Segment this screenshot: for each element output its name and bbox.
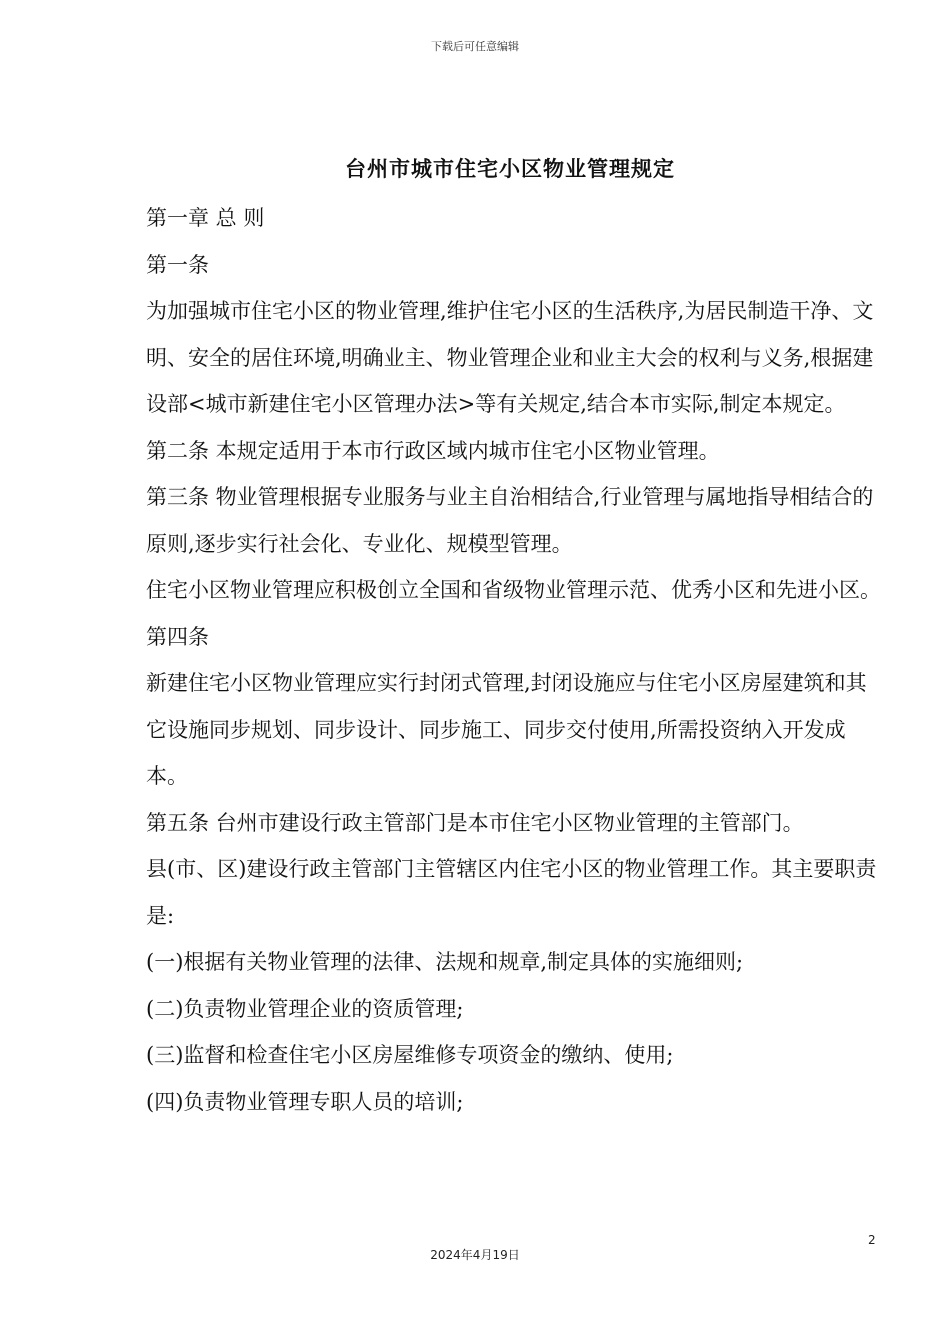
paragraph: 新建住宅小区物业管理应实行封闭式管理,封闭设施应与住宅小区房屋建筑和其它设施同步规划、同步设计、同步施工、同步交付使用,所需投资纳入开发成本。 (146, 671, 867, 788)
page-header: 下载后可任意编辑 (431, 40, 519, 53)
document-body (146, 195, 881, 1125)
footer-date: 2024年4月19日 (430, 1248, 520, 1262)
article-heading: 第四条 (146, 624, 209, 649)
list-item: (四)负责物业管理专职人员的培训; (146, 1089, 464, 1114)
paragraph: 为加强城市住宅小区的物业管理,维护住宅小区的生活秩序,为居民制造干净、文明、安全的居住环境,明确业主、物业管理企业和业主大会的权利与义务,根据建设部<城市新建住宅小区管理办法>等有关规定,结合本市实际,制定本规定。 (146, 299, 874, 416)
list-item: (三)监督和检查住宅小区房屋维修专项资金的缴纳、使用; (146, 1043, 674, 1067)
paragraph: 第五条 台州市建设行政主管部门是本市住宅小区物业管理的主管部门。 (146, 810, 804, 835)
chapter-heading: 第一章 总 则 (146, 206, 265, 230)
paragraph: 住宅小区物业管理应积极创立全国和省级物业管理示范、优秀小区和先进小区。 (146, 578, 881, 602)
article-heading: 第一条 (146, 252, 209, 277)
paragraph: 第二条 本规定适用于本市行政区域内城市住宅小区物业管理。 (146, 438, 720, 463)
page-number: 2 (868, 1233, 876, 1247)
paragraph: 县(市、区)建设行政主管部门主管辖区内住宅小区的物业管理工作。其主要职责是: (146, 857, 877, 928)
list-item: (二)负责物业管理企业的资质管理; (146, 996, 464, 1021)
paragraph: 第三条 物业管理根据专业服务与业主自治相结合,行业管理与属地指导相结合的原则,逐步实行社会化、专业化、规模型管理。 (146, 485, 874, 556)
list-item: (一)根据有关物业管理的法律、法规和规章,制定具体的实施细则; (146, 950, 744, 974)
document-title: 台州市城市住宅小区物业管理规定 (345, 156, 675, 181)
